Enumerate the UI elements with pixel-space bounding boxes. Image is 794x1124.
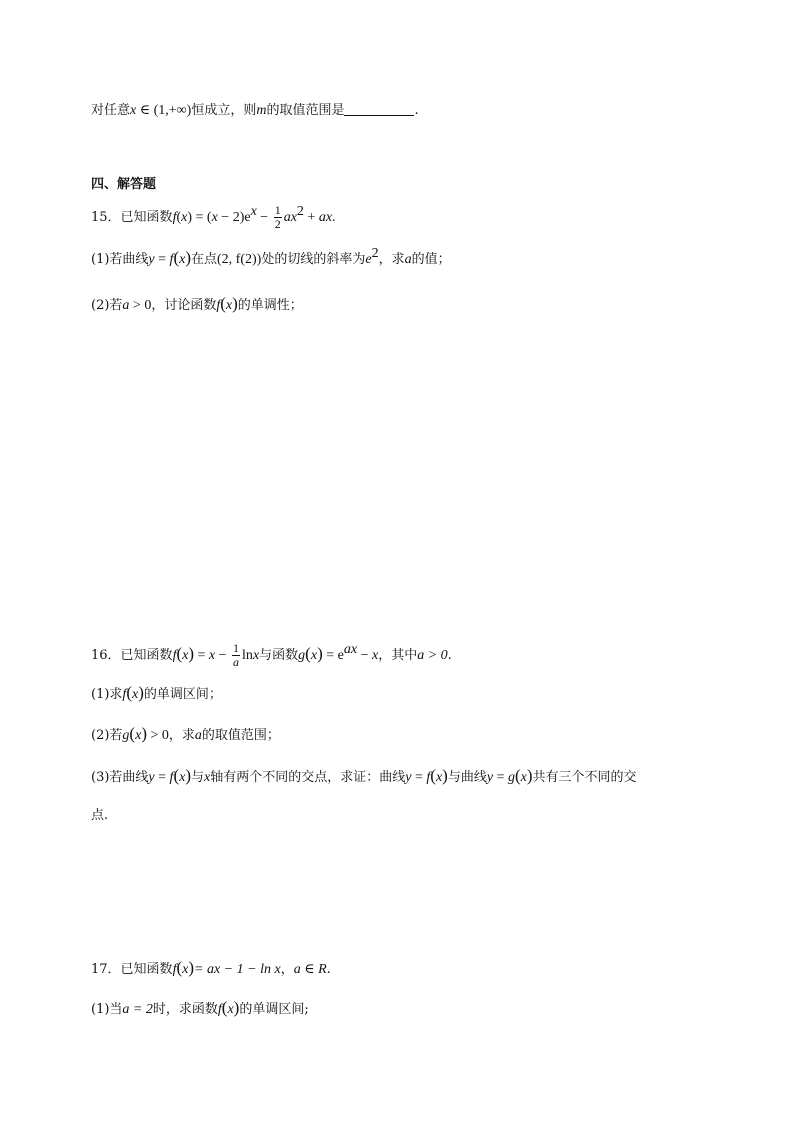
q16-cond-pre: ，其中 [378,648,418,663]
q16-part3-cont: 点. [91,808,109,823]
intro-var: m [256,103,267,118]
q16-p3-mid3: 与曲线 [447,770,487,785]
q17-sep: ， [280,962,294,977]
q17-lead: 已知函数 [120,962,173,977]
q16-p2-mid: ，求 [168,728,195,743]
q16-cond: a > 0 [417,648,448,663]
q17-formula: = ax − 1 − ln x [194,962,281,977]
q15-p1-end: ，求 [378,252,405,267]
q15-number: 15． [91,210,121,225]
q16-part3: (3)若曲线y = f(x)与x轴有两个不同的交点，求证：曲线y = f(x)与曲线y = g(x)共有三个不同的交 [91,766,637,785]
q17-cond: a ∈ R [293,962,327,977]
q15-stem: 15．已知函数$f(x) = (x - 2)e^x$ − $\frac{1}{2}$ $ax^2$ + ax. [91,203,336,231]
q17-end: . [326,962,331,977]
intro-mid: 恒成立，则 [191,103,257,118]
q16-p1-post: 的单调区间； [143,687,222,702]
q16-p3-mid2: 轴有两个不同的交点，求证：曲线 [210,770,406,785]
q15-p2-pre: (2)若 [91,298,123,313]
q16-end: . [447,648,452,663]
intro-interval: (1,+∞) [153,103,192,118]
intro-pre: 对任意 [91,103,131,118]
q16-p3-pre: (3)若曲线 [91,770,149,785]
q15-p1-end2: 的值； [411,252,451,267]
q16-stem: 16．已知函数f(x) = x − $\frac{1}{a}$ lnx与函数$g(x) = e^{ax} - x$，其中a > 0. [91,641,452,669]
q16-mid: 与函数 [259,648,299,663]
q15-p1-point: (2, f(2)) [217,252,262,267]
q17-number: 17． [91,962,121,977]
q17-p1-post: 的单调区间; [239,1002,309,1017]
q16-p2-post: 的取值范围； [201,728,280,743]
answer-blank [344,101,414,116]
intro-line: 对任意x ∈ (1,+∞)恒成立，则m的取值范围是 . [91,103,419,118]
q17-p1-cond: a = 2 [122,1002,153,1017]
q15-lead: 已知函数 [120,210,173,225]
q15-p1-pre: (1)若曲线 [91,252,149,267]
q15-p2-mid: ，讨论函数 [151,298,217,313]
q15-p1-mid: 在点 [191,252,218,267]
q16-part1: (1)求f(x)的单调区间； [91,683,222,702]
q17-p1-mid: 时，求函数 [152,1002,218,1017]
section-title: 四、解答题 [91,177,157,192]
q16-number: 16． [91,648,121,663]
q15-p2-post: 的单调性； [237,298,303,313]
q17-part1: (1)当a = 2时，求函数f(x)的单调区间; [91,998,309,1017]
q15-part2: (2)若a > 0，讨论函数f(x)的单调性； [91,294,303,313]
q16-lead: 已知函数 [120,648,173,663]
q17-p1-pre: (1)当 [91,1002,123,1017]
intro-end: . [414,103,419,118]
intro-post: 的取值范围是 [266,103,345,118]
q16-p2-pre: (2)若 [91,728,123,743]
q17-stem: 17．已知函数f(x)= ax − 1 − ln x，a ∈ R. [91,958,331,977]
q16-p3-post: 共有三个不同的交 [532,770,637,785]
q16-part2: (2)若g(x) > 0，求a的取值范围； [91,724,280,743]
q15-p1-post: 处的切线的斜率为 [261,252,366,267]
q16-p3-mid: 与 [191,770,205,785]
q15-part1: (1)若曲线y = f(x)在点(2, f(2))处的切线的斜率为$e^2$，求a的值； [91,246,451,267]
q16-p1-pre: (1)求 [91,687,123,702]
